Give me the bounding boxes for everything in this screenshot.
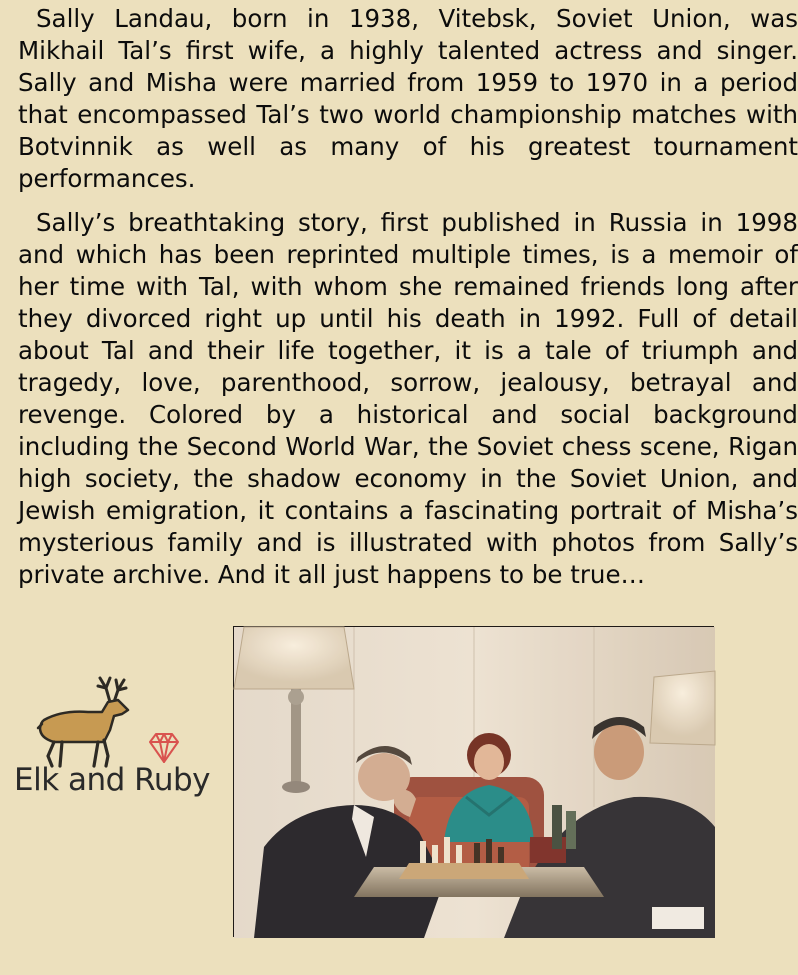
text-line: Sally Landau, born in 1938, Vitebsk, Soviet Union, was Mikhail (18, 4, 798, 65)
text-line: a historical and social background including the Second World (18, 400, 798, 461)
photo-illustration (234, 627, 715, 938)
text-line: happens to be true… (386, 560, 646, 589)
text-line: performances. (18, 164, 196, 193)
paragraph-1 (18, 3, 798, 195)
back-cover-text (18, 3, 798, 591)
paragraph-2 (18, 207, 798, 591)
text-line: divorced right up until his death in 1992. Full of detail about Tal (18, 304, 798, 365)
ruby-icon (146, 730, 182, 766)
text-line: economy in the Soviet Union, and Jewish emigration, it contains (18, 464, 798, 525)
text-line: Tal’s first wife, a highly talented actress and singer. Sally and (18, 36, 798, 97)
text-line: encompassed Tal’s two world championship matches with (77, 100, 798, 129)
text-line: which has been reprinted multiple times, is a memoir of her time (18, 240, 798, 301)
text-line: Botvinnik as well as many of his greatest tournament (18, 132, 798, 161)
text-line: a fascinating portrait of Misha’s mysterious family and is (18, 496, 798, 557)
text-line: Misha were married from 1959 to 1970 in a period that (18, 68, 798, 129)
text-line: Sally’s breathtaking story, first published in Russia in 1998 and (18, 208, 798, 269)
text-line: parenthood, sorrow, jealousy, betrayal and revenge. Colored by (18, 368, 798, 429)
text-line: and their life together, it is a tale of triumph and tragedy, love, (18, 336, 798, 397)
text-line: War, the Soviet chess scene, Rigan high society, the shadow (18, 432, 798, 493)
text-line: with Tal, with whom she remained friends long after they (18, 272, 798, 333)
publisher-name: Elk and Ruby (14, 762, 210, 798)
chess-photo (233, 626, 714, 937)
text-line: illustrated with photos from Sally’s private archive. And it all just (18, 528, 798, 589)
